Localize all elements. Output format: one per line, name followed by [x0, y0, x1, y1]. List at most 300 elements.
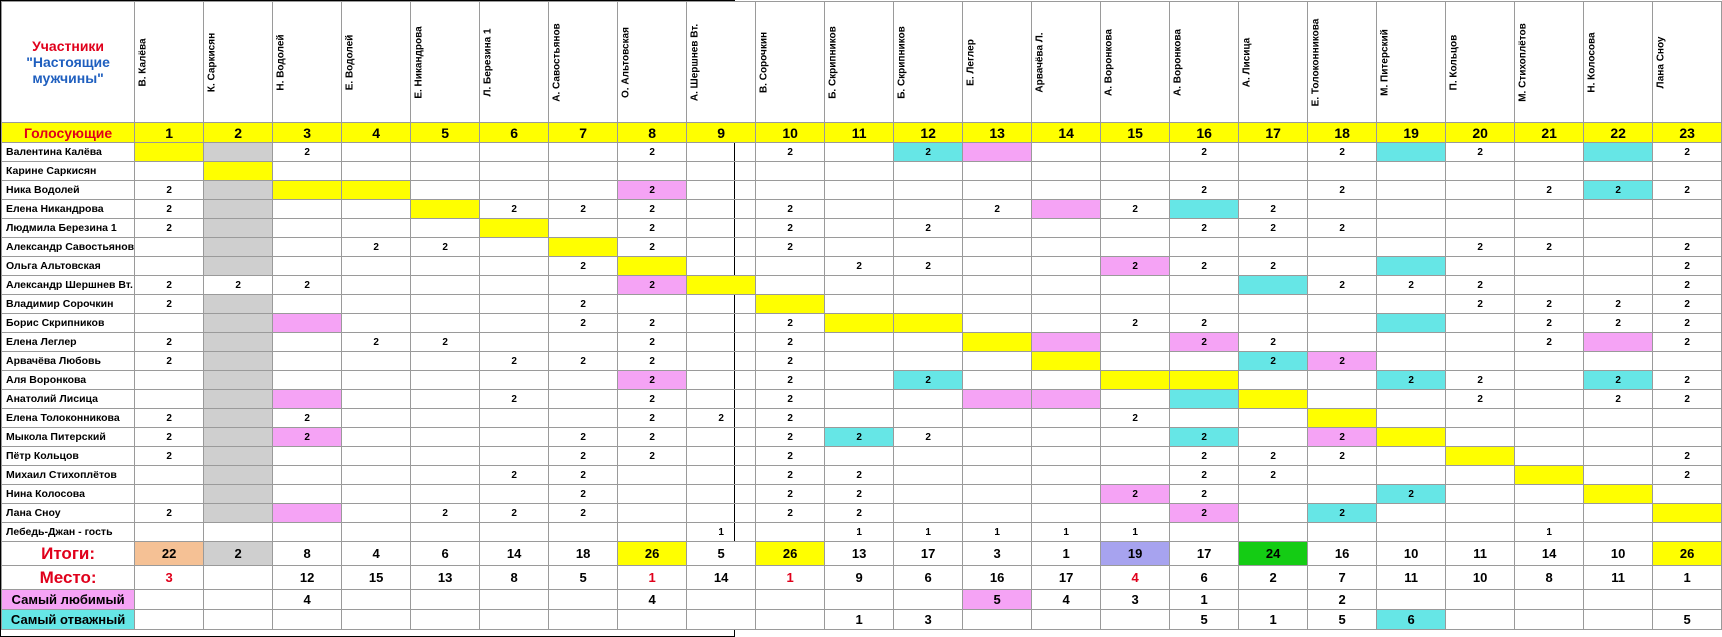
vote-cell: 2 — [411, 333, 480, 352]
table-row — [2, 238, 1722, 257]
table-row — [2, 257, 1722, 276]
vote-cell: 2 — [894, 257, 963, 276]
voter-name: Елена Леглер — [2, 333, 135, 352]
vote-cell — [894, 238, 963, 257]
participant-header — [204, 2, 273, 123]
vote-cell — [1239, 390, 1308, 409]
vote-cell: 2 — [480, 390, 549, 409]
vote-cell — [1170, 352, 1239, 371]
participant-header — [1170, 2, 1239, 123]
vote-cell — [1377, 257, 1446, 276]
participant-number: 9 — [687, 123, 756, 143]
participant-name: П. Кольцов — [1448, 34, 1460, 90]
bravest-row-cell: 1 — [825, 610, 894, 630]
vote-cell — [1032, 485, 1101, 504]
favorite-row-cell — [135, 590, 204, 610]
table-row — [2, 523, 1722, 542]
favorite-row-cell: 2 — [1308, 590, 1377, 610]
voter-name: Людмила Березина 1 — [2, 219, 135, 238]
voter-name: Михаил Стихоплётов — [2, 466, 135, 485]
vote-cell — [135, 523, 204, 542]
vote-cell — [894, 333, 963, 352]
vote-cell — [1584, 409, 1653, 428]
vote-cell: 2 — [1446, 371, 1515, 390]
vote-cell — [825, 314, 894, 333]
favorite-row-cell: 4 — [618, 590, 687, 610]
vote-cell: 2 — [618, 143, 687, 162]
participant-name: Б. Скрипников — [896, 25, 908, 99]
participant-name: М. Питерский — [1379, 28, 1391, 96]
vote-cell — [1101, 219, 1170, 238]
vote-cell — [135, 390, 204, 409]
vote-cell: 2 — [1653, 371, 1722, 390]
vote-cell: 2 — [480, 466, 549, 485]
vote-cell: 2 — [1515, 314, 1584, 333]
vote-cell — [963, 276, 1032, 295]
vote-cell — [1308, 162, 1377, 181]
vote-cell — [1032, 295, 1101, 314]
participant-number: 17 — [1239, 123, 1308, 143]
vote-cell — [1308, 238, 1377, 257]
participant-number: 5 — [411, 123, 480, 143]
vote-cell — [204, 238, 273, 257]
table-row — [2, 181, 1722, 200]
vote-cell: 2 — [135, 181, 204, 200]
vote-cell: 2 — [135, 219, 204, 238]
place-row-label: Место: — [2, 566, 135, 590]
bravest-row-cell — [135, 610, 204, 630]
vote-cell: 2 — [825, 257, 894, 276]
place-row-cell: 6 — [1170, 566, 1239, 590]
vote-cell — [1446, 314, 1515, 333]
vote-cell — [342, 390, 411, 409]
vote-cell — [135, 466, 204, 485]
vote-cell — [618, 485, 687, 504]
bravest-row-cell — [1584, 610, 1653, 630]
vote-cell — [342, 428, 411, 447]
vote-cell: 2 — [756, 238, 825, 257]
vote-cell — [480, 333, 549, 352]
participant-number: 23 — [1653, 123, 1722, 143]
vote-cell: 2 — [1515, 238, 1584, 257]
vote-cell — [204, 428, 273, 447]
vote-cell — [1515, 485, 1584, 504]
vote-cell — [825, 238, 894, 257]
favorite-row-cell — [549, 590, 618, 610]
vote-cell — [1584, 485, 1653, 504]
vote-cell — [342, 295, 411, 314]
participant-number: 1 — [135, 123, 204, 143]
vote-cell — [1584, 333, 1653, 352]
favorite-row-cell — [1515, 590, 1584, 610]
vote-cell: 2 — [1653, 447, 1722, 466]
vote-cell — [1170, 162, 1239, 181]
vote-cell: 2 — [1170, 466, 1239, 485]
totals-row-cell: 18 — [549, 542, 618, 566]
vote-cell — [1584, 219, 1653, 238]
vote-cell: 2 — [894, 219, 963, 238]
favorite-row-cell — [342, 590, 411, 610]
vote-cell — [411, 200, 480, 219]
vote-cell — [1377, 466, 1446, 485]
table-row — [2, 447, 1722, 466]
vote-cell — [411, 143, 480, 162]
vote-cell — [963, 181, 1032, 200]
vote-cell — [1032, 314, 1101, 333]
voters-label: Голосующие — [2, 123, 135, 143]
participant-number: 22 — [1584, 123, 1653, 143]
vote-cell — [1377, 238, 1446, 257]
vote-cell: 2 — [825, 428, 894, 447]
vote-cell: 2 — [1308, 447, 1377, 466]
vote-cell: 2 — [1653, 466, 1722, 485]
bravest-row-cell: 5 — [1308, 610, 1377, 630]
vote-cell — [480, 447, 549, 466]
vote-cell — [1515, 390, 1584, 409]
vote-cell — [963, 257, 1032, 276]
vote-cell — [687, 295, 756, 314]
vote-cell — [549, 523, 618, 542]
vote-cell: 2 — [618, 409, 687, 428]
vote-cell — [1239, 295, 1308, 314]
vote-cell: 2 — [963, 200, 1032, 219]
table-row — [2, 409, 1722, 428]
vote-cell: 2 — [135, 333, 204, 352]
vote-cell — [618, 295, 687, 314]
vote-cell: 2 — [1446, 295, 1515, 314]
vote-cell — [687, 390, 756, 409]
vote-cell — [204, 352, 273, 371]
vote-cell — [273, 257, 342, 276]
vote-cell — [1239, 428, 1308, 447]
vote-cell — [135, 371, 204, 390]
voter-name: Владимир Сорочкин — [2, 295, 135, 314]
totals-row-cell: 4 — [342, 542, 411, 566]
place-row-cell: 2 — [1239, 566, 1308, 590]
voter-name: Нина Колосова — [2, 485, 135, 504]
voter-name: Анатолий Лисица — [2, 390, 135, 409]
vote-cell — [273, 219, 342, 238]
vote-cell — [273, 390, 342, 409]
voter-name: Борис Скрипников — [2, 314, 135, 333]
vote-cell — [963, 333, 1032, 352]
place-row-cell: 11 — [1584, 566, 1653, 590]
vote-cell — [1584, 238, 1653, 257]
favorite-row-cell — [411, 590, 480, 610]
table-row — [2, 143, 1722, 162]
vote-cell: 2 — [756, 390, 825, 409]
vote-cell — [273, 295, 342, 314]
vote-cell — [342, 447, 411, 466]
participant-name: М. Стихоплётов — [1517, 22, 1529, 102]
vote-cell — [342, 181, 411, 200]
vote-cell: 2 — [204, 276, 273, 295]
vote-cell — [480, 314, 549, 333]
vote-cell — [549, 238, 618, 257]
vote-cell: 2 — [1308, 181, 1377, 200]
vote-cell: 2 — [1653, 257, 1722, 276]
vote-cell — [480, 409, 549, 428]
vote-cell: 2 — [273, 276, 342, 295]
vote-cell: 2 — [342, 333, 411, 352]
vote-cell: 2 — [618, 390, 687, 409]
vote-cell — [963, 238, 1032, 257]
vote-cell — [894, 409, 963, 428]
vote-cell — [825, 219, 894, 238]
vote-cell: 2 — [273, 409, 342, 428]
voter-name: Аля Воронкова — [2, 371, 135, 390]
vote-cell: 2 — [1101, 200, 1170, 219]
vote-cell — [1101, 295, 1170, 314]
participant-name: В. Сорочкин — [758, 31, 770, 93]
vote-cell: 2 — [549, 447, 618, 466]
vote-cell — [1584, 276, 1653, 295]
favorite-row-cell — [756, 590, 825, 610]
bravest-row-cell — [549, 610, 618, 630]
vote-cell: 1 — [687, 523, 756, 542]
vote-cell — [1101, 390, 1170, 409]
voting-table — [1, 1, 1722, 630]
bravest-row-cell: 5 — [1653, 610, 1722, 630]
vote-cell: 2 — [1584, 295, 1653, 314]
vote-cell — [1101, 466, 1170, 485]
participant-header — [1515, 2, 1584, 123]
participant-name: Н. Водолей — [275, 33, 287, 91]
voter-name: Лебедь-Джан - гость — [2, 523, 135, 542]
vote-cell — [273, 485, 342, 504]
vote-cell — [273, 523, 342, 542]
vote-cell: 2 — [1653, 390, 1722, 409]
vote-cell: 2 — [135, 200, 204, 219]
vote-cell — [480, 162, 549, 181]
vote-cell: 2 — [618, 428, 687, 447]
participant-number: 6 — [480, 123, 549, 143]
participant-name: А. Шершнев Вт. — [689, 23, 701, 101]
vote-cell: 2 — [618, 181, 687, 200]
vote-cell — [204, 466, 273, 485]
vote-cell — [204, 181, 273, 200]
favorite-row — [2, 590, 1722, 610]
vote-cell: 2 — [1170, 485, 1239, 504]
vote-cell — [204, 371, 273, 390]
vote-cell — [1308, 200, 1377, 219]
voter-name: Александр Савостьянов — [2, 238, 135, 257]
vote-cell: 2 — [1446, 276, 1515, 295]
vote-cell — [204, 390, 273, 409]
vote-cell — [963, 314, 1032, 333]
totals-row-cell: 6 — [411, 542, 480, 566]
favorite-row-cell — [480, 590, 549, 610]
vote-cell — [1377, 390, 1446, 409]
bravest-row-cell — [1032, 610, 1101, 630]
participant-header — [756, 2, 825, 123]
place-row-cell: 1 — [1653, 566, 1722, 590]
place-row-cell: 1 — [618, 566, 687, 590]
vote-cell — [1377, 428, 1446, 447]
vote-cell — [894, 504, 963, 523]
vote-cell — [411, 485, 480, 504]
vote-cell — [1584, 523, 1653, 542]
vote-cell — [1446, 352, 1515, 371]
vote-cell: 2 — [618, 352, 687, 371]
vote-cell — [687, 238, 756, 257]
voter-name: Александр Шершнев Вт. — [2, 276, 135, 295]
totals-row-cell: 24 — [1239, 542, 1308, 566]
vote-cell — [1239, 276, 1308, 295]
vote-cell — [135, 143, 204, 162]
vote-cell: 2 — [1515, 181, 1584, 200]
vote-cell: 2 — [135, 428, 204, 447]
vote-cell — [204, 143, 273, 162]
vote-cell: 2 — [1446, 143, 1515, 162]
voter-name: Лана Сноу — [2, 504, 135, 523]
vote-cell: 2 — [1446, 390, 1515, 409]
vote-cell — [1101, 447, 1170, 466]
vote-cell — [1170, 409, 1239, 428]
vote-cell: 2 — [825, 485, 894, 504]
participant-number: 3 — [273, 123, 342, 143]
vote-cell: 2 — [1584, 371, 1653, 390]
vote-cell — [1170, 200, 1239, 219]
place-row-cell: 5 — [549, 566, 618, 590]
vote-cell — [273, 162, 342, 181]
place-row-cell: 4 — [1101, 566, 1170, 590]
vote-cell: 2 — [549, 428, 618, 447]
vote-cell — [204, 314, 273, 333]
vote-cell: 2 — [1515, 295, 1584, 314]
vote-cell — [1239, 314, 1308, 333]
vote-cell — [204, 447, 273, 466]
vote-cell — [894, 485, 963, 504]
vote-cell: 2 — [1239, 466, 1308, 485]
vote-cell — [1446, 428, 1515, 447]
vote-cell — [687, 504, 756, 523]
bravest-row-label: Самый отважный — [2, 610, 135, 630]
vote-cell — [1653, 200, 1722, 219]
vote-cell — [204, 257, 273, 276]
vote-cell — [1308, 257, 1377, 276]
vote-cell — [687, 447, 756, 466]
vote-cell: 2 — [756, 409, 825, 428]
vote-cell — [204, 504, 273, 523]
vote-cell — [963, 390, 1032, 409]
bravest-row-cell — [618, 610, 687, 630]
place-row-cell: 7 — [1308, 566, 1377, 590]
vote-cell — [1308, 295, 1377, 314]
vote-cell — [825, 295, 894, 314]
vote-cell: 2 — [618, 219, 687, 238]
vote-cell — [1239, 181, 1308, 200]
bravest-row-cell: 1 — [1239, 610, 1308, 630]
participant-number: 14 — [1032, 123, 1101, 143]
vote-cell — [825, 390, 894, 409]
vote-cell — [273, 447, 342, 466]
vote-cell — [1446, 447, 1515, 466]
vote-cell — [1377, 143, 1446, 162]
bravest-row-cell: 5 — [1170, 610, 1239, 630]
vote-cell: 2 — [1101, 409, 1170, 428]
vote-cell — [825, 162, 894, 181]
vote-cell — [411, 181, 480, 200]
vote-cell — [963, 447, 1032, 466]
vote-cell — [687, 143, 756, 162]
vote-cell: 2 — [618, 371, 687, 390]
vote-cell — [135, 162, 204, 181]
vote-cell — [204, 200, 273, 219]
voter-name: Елена Никандрова — [2, 200, 135, 219]
bravest-row-cell — [204, 610, 273, 630]
vote-cell — [963, 466, 1032, 485]
vote-cell — [411, 276, 480, 295]
vote-cell: 2 — [549, 295, 618, 314]
vote-cell — [1308, 523, 1377, 542]
vote-cell — [963, 504, 1032, 523]
vote-cell — [1170, 238, 1239, 257]
vote-cell — [135, 238, 204, 257]
vote-cell — [480, 295, 549, 314]
vote-cell — [825, 276, 894, 295]
vote-cell: 2 — [1653, 333, 1722, 352]
vote-cell: 1 — [1101, 523, 1170, 542]
vote-cell — [1515, 352, 1584, 371]
vote-cell — [1584, 447, 1653, 466]
vote-cell — [135, 485, 204, 504]
participant-header — [549, 2, 618, 123]
vote-cell: 2 — [756, 371, 825, 390]
vote-cell: 2 — [1515, 333, 1584, 352]
vote-cell — [1239, 143, 1308, 162]
vote-cell: 2 — [756, 314, 825, 333]
participant-number: 20 — [1446, 123, 1515, 143]
totals-row-cell: 19 — [1101, 542, 1170, 566]
vote-cell — [1446, 485, 1515, 504]
participant-name: О. Альтовская — [620, 26, 632, 98]
vote-cell — [894, 181, 963, 200]
table-row — [2, 485, 1722, 504]
table-title — [2, 2, 135, 123]
participant-header — [1653, 2, 1722, 123]
vote-cell — [549, 143, 618, 162]
place-row-cell: 8 — [480, 566, 549, 590]
vote-cell: 2 — [756, 466, 825, 485]
vote-cell — [411, 352, 480, 371]
vote-cell — [1584, 162, 1653, 181]
vote-cell — [1032, 143, 1101, 162]
vote-cell — [273, 504, 342, 523]
participant-header — [135, 2, 204, 123]
vote-cell — [342, 466, 411, 485]
vote-cell: 1 — [1032, 523, 1101, 542]
vote-cell — [894, 276, 963, 295]
vote-cell — [480, 523, 549, 542]
vote-cell: 2 — [1239, 447, 1308, 466]
vote-cell: 2 — [480, 504, 549, 523]
vote-cell — [756, 162, 825, 181]
vote-cell: 2 — [1170, 333, 1239, 352]
vote-cell — [1032, 200, 1101, 219]
table-row — [2, 162, 1722, 181]
voter-name: Ника Водолей — [2, 181, 135, 200]
vote-cell — [1653, 504, 1722, 523]
favorite-row-cell — [894, 590, 963, 610]
totals-row-label: Итоги: — [2, 542, 135, 566]
vote-cell — [1308, 390, 1377, 409]
favorite-row-cell — [1584, 590, 1653, 610]
vote-cell — [1239, 523, 1308, 542]
vote-cell: 2 — [1170, 257, 1239, 276]
vote-cell — [480, 276, 549, 295]
participant-number: 11 — [825, 123, 894, 143]
